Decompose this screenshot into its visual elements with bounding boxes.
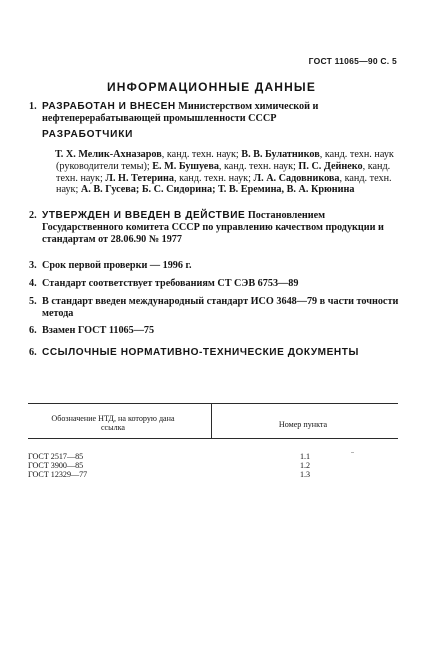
section-1-text: Министерством химической и нефтеперерабатывающей промышленности СССР <box>42 101 319 124</box>
section-5-number: 5. <box>29 296 37 307</box>
developer-4: П. С. Дейнеко <box>298 160 363 172</box>
section-2-heading: УТВЕРЖДЕН И ВВЕДЕН В ДЕЙСТВИЕ <box>42 210 246 221</box>
developer-1: Т. Х. Мелик-Ахназаров <box>55 149 162 160</box>
section-5 <box>29 296 399 320</box>
developer-2: В. В. Булатников <box>241 149 320 160</box>
document-title: ИНФОРМАЦИОННЫЕ ДАННЫЕ <box>107 80 316 94</box>
developers-heading: РАЗРАБОТЧИКИ <box>42 129 134 140</box>
developer-6-title: канд. техн. наук; <box>56 172 392 196</box>
reference-column-header: Обозначение НТД, на которую дана ссылка <box>51 414 175 433</box>
section-3 <box>29 260 399 272</box>
table-cell-document: ГОСТ 12329—77 <box>28 470 88 480</box>
developer-3: Е. М. Бушуева <box>152 160 219 172</box>
reference-table-header <box>28 403 398 439</box>
section-5-text: В стандарт введен международный стандарт ИСО 3648—79 в части точности метода <box>42 296 399 319</box>
table-row <box>28 470 398 479</box>
table-column-divider <box>211 404 212 438</box>
section-2-content <box>42 210 399 245</box>
developers-list: Т. Х. Мелик-Ахназаров, канд. техн. наук; В. В. Булатников, канд. техн. наук (руководители темы); Е. М. Бушуева, канд. техн. наук; П. С. Дейнеко, канд. техн. наук; Л. Н. Тетерина, канд. техн. наук; Л. А. Садовникова, канд. техн. наук; А. В. Гусева; Б. С. Сидорина; Т. В. Еремина, В. А. Крюнина <box>55 149 394 196</box>
table-row <box>28 452 398 461</box>
section-2-text: Постановлением Государственного комитета СССР по управлению качеством продукции и стандартам от 28.06.90 № 1977 <box>42 210 384 245</box>
section-7-heading: ССЫЛОЧНЫЕ НОРМАТИВНО-ТЕХНИЧЕСКИЕ ДОКУМЕНТЫ <box>42 347 359 358</box>
section-6-text: Взамен ГОСТ 11065—75 <box>42 325 155 336</box>
developer-3-title: канд. техн. наук; <box>224 160 296 172</box>
section-4-text: Стандарт соответствует требованиям СТ СЭВ 6753—89 <box>42 278 299 289</box>
developer-4-title: канд. техн. наук; <box>56 160 391 184</box>
paragraph-number-column-header: Номер пункта <box>278 420 328 429</box>
developer-10: В. А. Крюнина <box>286 184 355 196</box>
developer-1-title: канд. техн. наук; <box>166 149 239 160</box>
table-cell-paragraph: 1.1 <box>299 452 311 461</box>
section-4 <box>29 278 399 290</box>
table-cell-paragraph: 1.2 <box>299 461 311 471</box>
table-cell-document: ГОСТ 3900—85 <box>28 461 84 471</box>
section-1-number: 1. <box>29 101 37 112</box>
developer-5: Л. Н. Тетерина <box>105 172 175 184</box>
developer-9: Т. В. Еремина, <box>218 184 285 196</box>
section-6-number: 6. <box>29 325 37 336</box>
section-2 <box>29 210 399 245</box>
reference-table <box>28 403 398 480</box>
scan-speck <box>351 452 354 453</box>
developer-7: А. В. Гусева; <box>80 184 140 196</box>
section-3-text: Срок первой проверки — 1996 г. <box>42 260 192 271</box>
section-1 <box>29 101 399 125</box>
developer-8: Б. С. Сидорина; <box>141 184 216 196</box>
section-1-content <box>42 101 399 125</box>
section-7-number: 6. <box>29 347 37 358</box>
page-header: ГОСТ 11065—90 С. 5 <box>308 56 397 66</box>
section-2-number: 2. <box>29 210 37 221</box>
table-cell-document: ГОСТ 2517—85 <box>28 452 84 461</box>
table-row <box>28 461 398 470</box>
section-1-heading: РАЗРАБОТАН И ВНЕСЕН <box>42 101 176 112</box>
section-7 <box>29 347 399 358</box>
section-3-number: 3. <box>29 260 37 271</box>
section-4-number: 4. <box>29 278 37 289</box>
section-6 <box>29 325 399 337</box>
developer-5-title: канд. техн. наук; <box>179 172 251 184</box>
table-cell-paragraph: 1.3 <box>299 470 311 480</box>
developer-6: Л. А. Садовникова <box>253 172 340 184</box>
developer-2-title: канд. техн. наук (руководители темы); <box>56 149 394 172</box>
